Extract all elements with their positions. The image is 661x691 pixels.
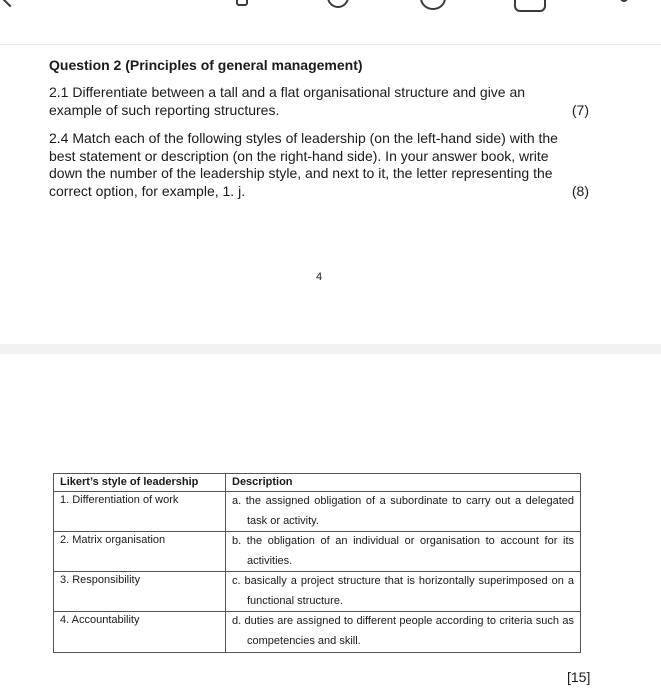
circle-icon[interactable] [420, 0, 446, 10]
square-icon[interactable] [514, 0, 546, 12]
table-cell-description [226, 572, 581, 612]
question-2-1 [49, 84, 589, 119]
q21-line: 2.1 Differentiate between a tall and a flat organisational structure and give an [49, 84, 526, 100]
page-number: 4 [316, 271, 323, 283]
table-row [54, 492, 581, 532]
viewer-toolbar [0, 0, 661, 12]
q24-line [49, 183, 589, 201]
trash-icon[interactable] [236, 0, 248, 6]
table-header-row [54, 474, 581, 492]
question-title: Question 2 (Principles of general management) [49, 57, 363, 73]
q21-line [49, 102, 589, 120]
page-break [0, 344, 661, 354]
table-header: Likert’s style of leadership [54, 474, 226, 492]
description-text: a. the assigned obligation of a subordinate to carry out a delegated task or activity. [232, 495, 574, 527]
table-row [54, 612, 581, 653]
table-cell-style: 1. Differentiation of work [54, 492, 226, 532]
q24-line: best statement or description (on the right-hand side). In your answer book, write [49, 147, 549, 164]
table-row [54, 572, 581, 612]
description-text: d. duties are assigned to different people according to criteria such as competencies and skill. [232, 615, 574, 647]
description-text: b. the obligation of an individual or organisation to account for its activities. [232, 535, 574, 567]
q24-line: down the number of the leadership style, and next to it, the letter representing the [49, 165, 553, 181]
table-row [54, 532, 581, 572]
table-cell-description [226, 612, 581, 653]
leadership-table [53, 473, 581, 653]
table-cell-style: 3. Responsibility [54, 572, 226, 612]
table-cell-description [226, 492, 581, 532]
q21-marks: (7) [571, 101, 589, 118]
q24-text: correct option, for example, 1. j. [49, 182, 246, 199]
q24-marks: (8) [571, 182, 589, 199]
more-icon[interactable] [620, 0, 628, 2]
table-cell-style: 2. Matrix organisation [54, 532, 226, 572]
table-cell-style: 4. Accountability [54, 612, 226, 653]
question-2-4 [49, 130, 589, 200]
table-cell-description [226, 532, 581, 572]
description-text: c. basically a project structure that is horizontally superimposed on a functional structure. [232, 575, 574, 607]
search-icon[interactable] [327, 0, 349, 8]
table-header: Description [226, 474, 581, 492]
q24-line: 2.4 Match each of the following styles of leadership (on the left-hand side) with the [49, 130, 558, 146]
back-icon[interactable] [0, 0, 21, 7]
q21-text: example of such reporting structures. [49, 101, 280, 118]
total-marks: [15] [567, 669, 591, 685]
